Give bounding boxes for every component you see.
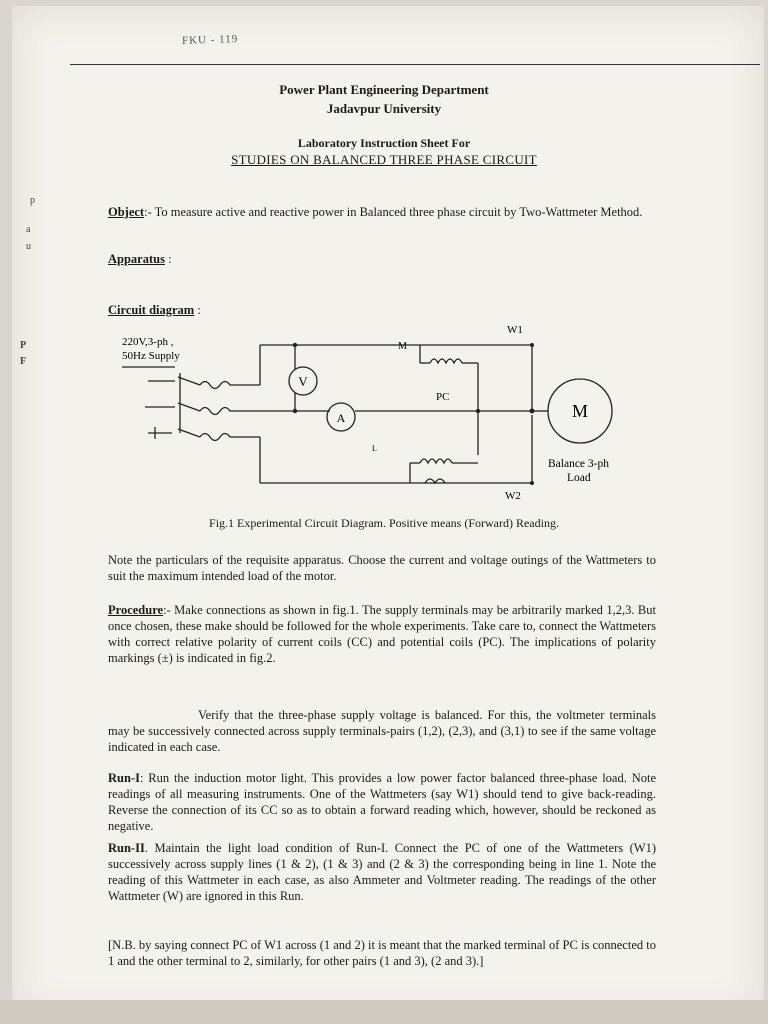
run1-text: : Run the induction motor light. This provides a low power factor balanced three-phase load. Note readings of all measuring instruments. One of the Wattmeters (say W1) should tend to give back-reading. Reverse the connection of its CC so as to obtain a forward reading which, however, should be reckoned as negative. bbox=[108, 771, 656, 833]
apparatus-heading: Apparatus bbox=[108, 252, 165, 266]
voltmeter-label: V bbox=[298, 374, 308, 389]
object-paragraph bbox=[108, 204, 656, 220]
m-tag: M bbox=[398, 341, 407, 352]
run2-paragraph bbox=[108, 840, 656, 904]
pc-label: PC bbox=[436, 391, 450, 403]
verify-paragraph: Verify that the three-phase supply voltage is balanced. For this, the voltmeter terminals may be successively connected across supply terminals-pairs (1,2), (2,3), and (3,1) to see if the same voltage indicated in each case. bbox=[108, 708, 656, 754]
supply-label-line1: 220V,3-ph , bbox=[122, 336, 174, 348]
margin-mark-4: P bbox=[20, 340, 27, 351]
load-label-line1: Balance 3-ph bbox=[548, 458, 609, 470]
margin-mark-3: u bbox=[26, 241, 31, 252]
object-heading: Object bbox=[108, 205, 145, 219]
supply-label-line2: 50Hz Supply bbox=[122, 350, 180, 362]
circuit-heading: Circuit diagram bbox=[108, 303, 195, 317]
l-tag: L bbox=[372, 444, 377, 453]
load-label-line2: Load bbox=[567, 472, 591, 484]
motor-label: M bbox=[571, 401, 589, 421]
circuit-text: : bbox=[194, 303, 201, 317]
run1-heading: Run-I bbox=[108, 771, 140, 785]
run2-heading: Run-II bbox=[108, 841, 145, 855]
procedure-heading: Procedure bbox=[108, 603, 164, 617]
nb-paragraph: [N.B. by saying connect PC of W1 across (1 and 2) it is meant that the marked terminal of PC is connected to 1 and the other terminal to 2, similarly, for other pairs (1 and 3), (2 and 3).] bbox=[108, 938, 656, 968]
circuit-diagram bbox=[0, 315, 768, 515]
department-title: Power Plant Engineering Department bbox=[279, 82, 489, 97]
university-title: Jadavpur University bbox=[326, 101, 442, 116]
sheet-title: Laboratory Instruction Sheet For bbox=[297, 136, 471, 150]
studies-title: STUDIES ON BALANCED THREE PHASE CIRCUIT bbox=[231, 152, 537, 167]
ammeter-label: A bbox=[336, 411, 346, 425]
run2-text: . Maintain the light load condition of Run-I. Connect the PC of one of the Wattmeters (W1) successively across supply lines (1 & 2), (1 & 3) and (2 & 3) the corresponding being in line 1. Note the reading of this Wattmeter in each case, as also Ammeter and Voltmeter reading. The readings of the other Wattmeter (W) are ignored in this Run. bbox=[108, 841, 656, 903]
figure-caption: Fig.1 Experimental Circuit Diagram. Positive means (Forward) Reading. bbox=[209, 516, 559, 530]
apparatus-text: : bbox=[164, 252, 172, 266]
stamp-mark: FKU - 119 bbox=[181, 33, 239, 47]
apparatus-paragraph bbox=[108, 251, 656, 267]
note-paragraph: Note the particulars of the requisite apparatus. Choose the current and voltage outings of the Wattmeters to suit the maximum intended load of the motor. bbox=[108, 553, 656, 583]
procedure-text: :- Make connections as shown in fig.1. The supply terminals may be arbitrarily marked 1,2,3. But once chosen, these make should be followed for the whole experiments. Take care to, connect the Wattmeters with correct relative polarity of current coils (CC) and potential coils (PC). The implications of polarity markings (±) is indicated in fig.2. bbox=[108, 603, 656, 665]
procedure-paragraph bbox=[108, 602, 656, 666]
w1-label: W1 bbox=[507, 324, 523, 336]
header-rule bbox=[70, 64, 760, 65]
scan-bottom-edge bbox=[0, 1000, 768, 1024]
margin-mark-2: a bbox=[26, 224, 31, 235]
w2-label: W2 bbox=[505, 490, 521, 502]
run1-paragraph bbox=[108, 770, 656, 834]
margin-mark-1: p bbox=[30, 195, 35, 206]
margin-mark-5: F bbox=[20, 356, 27, 367]
object-text: :- To measure active and reactive power in Balanced three phase circuit by Two-Wattmeter Method. bbox=[144, 205, 643, 219]
